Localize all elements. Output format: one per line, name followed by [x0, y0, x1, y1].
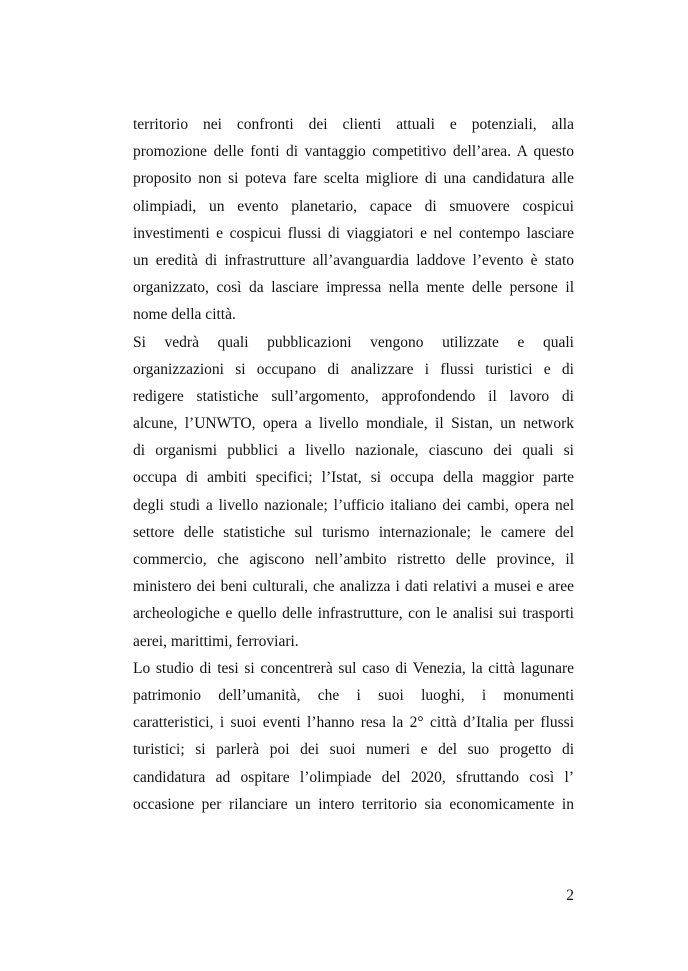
text-line: candidatura ad ospitare l’olimpiade del 2020, sfruttando così l’	[133, 768, 574, 786]
text-line: organizzato, così da lasciare impressa nella mente delle persone il	[133, 279, 574, 297]
text-line: degli studi a livello nazionale; l’ufficio italiano dei cambi, opera nel	[133, 496, 574, 514]
text-line: investimenti e cospicui flussi di viaggiatori e nel contempo lasciare	[133, 224, 574, 242]
text-line: redigere statistiche sull’argomento, approfondendo il lavoro di	[133, 387, 574, 405]
text-line: alcune, l’UNWTO, opera a livello mondiale, il Sistan, un network	[133, 415, 574, 433]
text-line: di organismi pubblici a livello nazionale, ciascuno dei quali si	[133, 442, 574, 460]
text-line: turistici; si parlerà poi dei suoi numeri e del suo progetto di	[133, 741, 574, 759]
text-line: caratteristici, i suoi eventi l’hanno resa la 2° città d’Italia per flussi	[133, 714, 574, 732]
paragraph-1	[133, 111, 574, 329]
text-line: aerei, marittimi, ferroviari.	[133, 632, 299, 650]
text-line: Si vedrà quali pubblicazioni vengono utilizzate e quali	[133, 333, 574, 351]
paragraph-3	[133, 655, 574, 818]
text-line: territorio nei confronti dei clienti attuali e potenziali, alla	[133, 116, 574, 133]
text-line: occasione per rilanciare un intero territorio sia economicamente in	[133, 795, 574, 813]
text-line: olimpiadi, un evento planetario, capace di smuovere cospicui	[133, 197, 574, 215]
text-line: promozione delle fonti di vantaggio competitivo dell’area. A questo	[133, 143, 574, 161]
text-line: commercio, che agiscono nell’ambito ristretto delle province, il	[133, 551, 574, 568]
paragraph-2	[133, 329, 574, 655]
text-line: occupa di ambiti specifici; l’Istat, si occupa della maggior parte	[133, 469, 574, 487]
text-line: un eredità di infrastrutture all’avanguardia laddove l’evento è stato	[133, 251, 574, 269]
text-line: patrimonio dell’umanità, che i suoi luoghi, i monumenti	[133, 686, 574, 704]
page-number: 2	[566, 887, 574, 904]
text-line: ministero dei beni culturali, che analizza i dati relativi a musei e aree	[133, 578, 574, 596]
text-line: proposito non si poteva fare scelta migliore di una candidatura alle	[133, 170, 574, 188]
body-text	[133, 111, 574, 818]
text-line: nome della città.	[133, 306, 236, 324]
text-line: settore delle statistiche sul turismo internazionale; le camere del	[133, 523, 574, 541]
text-line: Lo studio di tesi si concentrerà sul caso di Venezia, la città lagunare	[133, 659, 574, 677]
text-line: organizzazioni si occupano di analizzare i flussi turistici e di	[133, 360, 574, 378]
text-line: archeologiche e quello delle infrastrutture, con le analisi sui trasporti	[133, 605, 574, 623]
